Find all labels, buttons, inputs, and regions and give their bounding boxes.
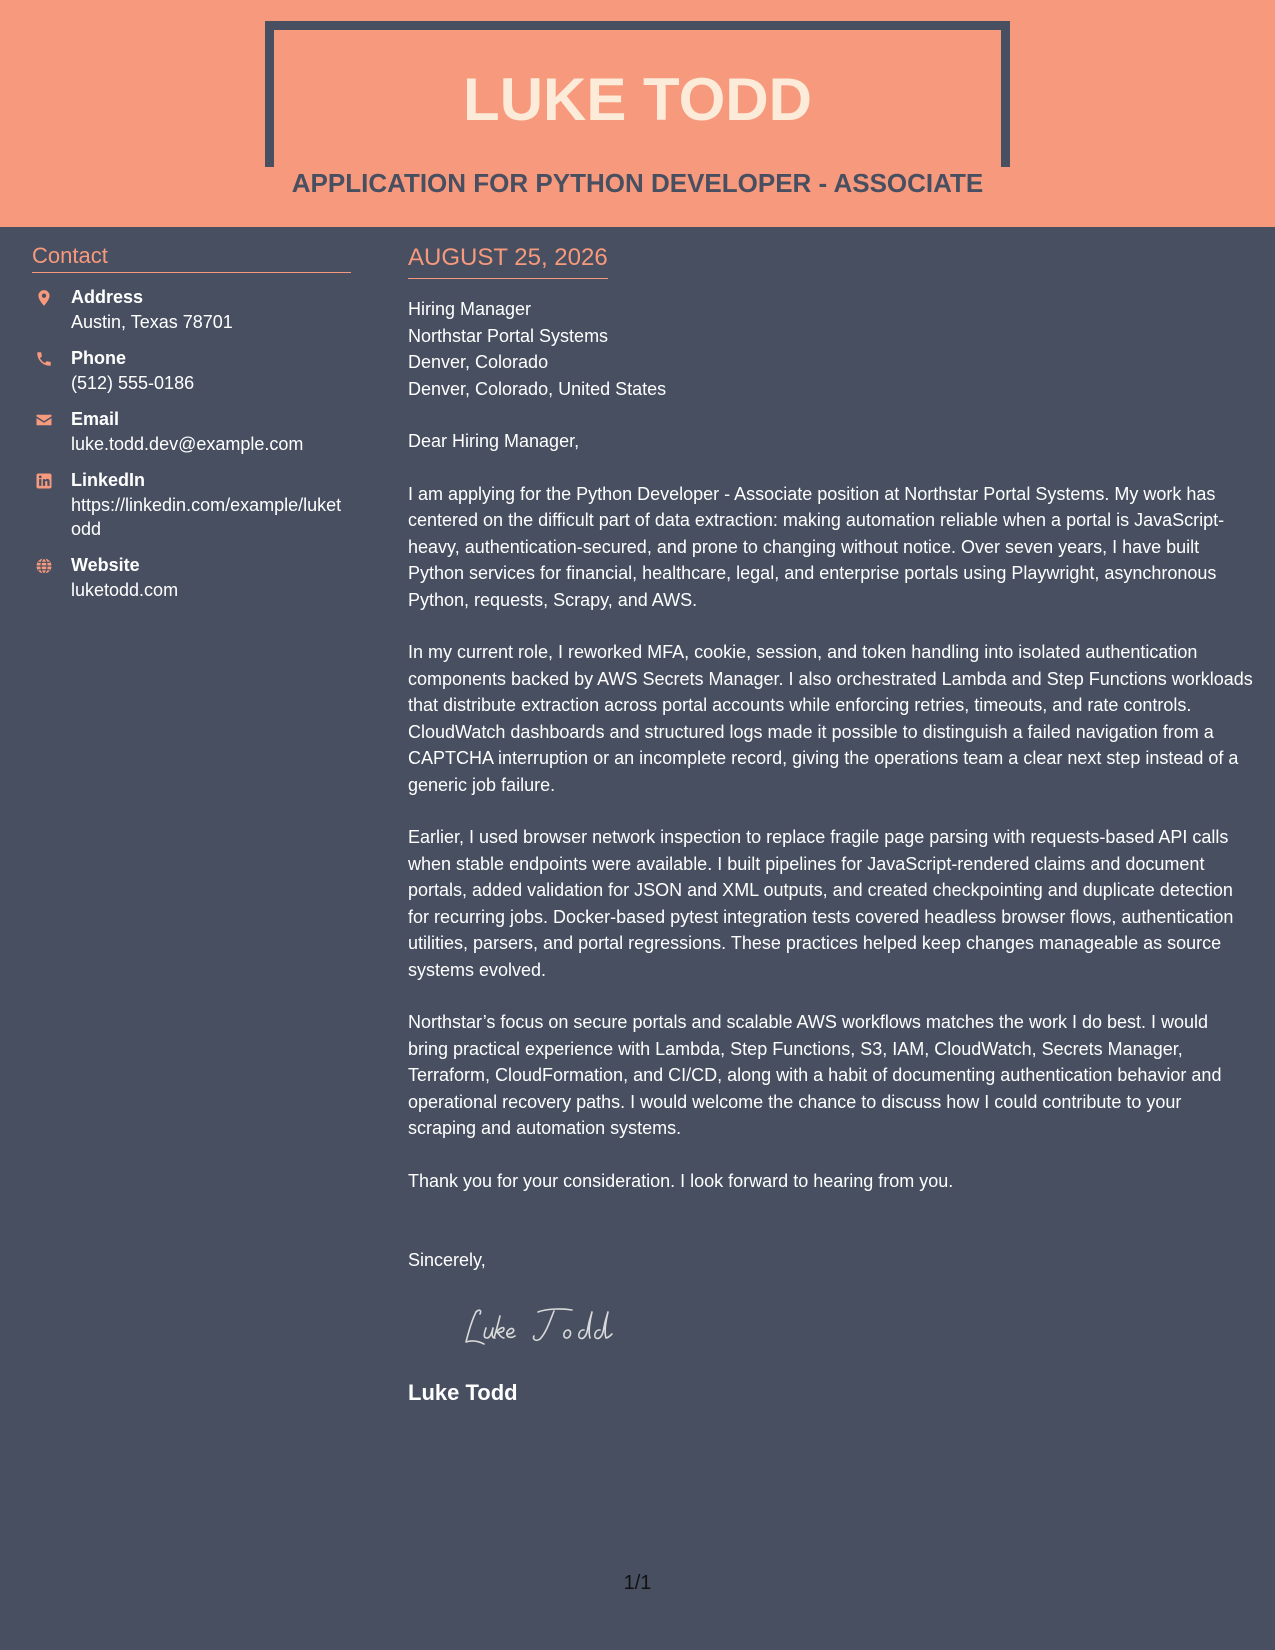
- linkedin-icon: [35, 472, 53, 490]
- signer-name: Luke Todd: [408, 1379, 518, 1405]
- recipient-line: Denver, Colorado: [408, 352, 549, 372]
- salutation: Dear Hiring Manager,: [408, 431, 580, 451]
- signature-image: [456, 1302, 656, 1352]
- email-value[interactable]: luke.todd.dev@example.com: [71, 434, 304, 454]
- phone-value: (512) 555-0186: [71, 373, 195, 393]
- contact-heading: Contact: [32, 241, 351, 273]
- envelope-icon: [35, 411, 53, 429]
- contact-sidebar: [32, 241, 351, 602]
- paragraph: I am applying for the Python Developer - Associate position at Northstar Portal Systems. My work has centered on the difficult part of data extraction: making automation reliable when a portal is JavaScript-heavy, authentication-secured, and prone to changing without notice. Over seven years, I have built Python services for financial, healthcare, legal, and enterprise portals using Playwright, asynchronous Python, requests, Scrapy, and AWS.: [408, 483, 1225, 610]
- email-label: Email: [71, 409, 120, 429]
- phone-icon: [35, 350, 53, 368]
- page-number: 1/1: [623, 1572, 652, 1594]
- address-value: Austin, Texas 78701: [71, 312, 233, 332]
- contact-email: [32, 407, 351, 456]
- contact-website: [32, 553, 351, 602]
- letter-body: [408, 242, 1253, 1408]
- paragraph: Earlier, I used browser network inspection to replace fragile page parsing with requests-based API calls when stable endpoints were available. I built pipelines for JavaScript-rendered claims and document portals, added validation for JSON and XML outputs, and created checkpointing and duplicate detection for recurring jobs. Docker-based pytest integration tests covered headless browser flows, authentication utilities, parsers, and portal regressions. These practices helped keep changes manageable as source systems evolved.: [408, 827, 1234, 980]
- phone-label: Phone: [71, 348, 127, 368]
- contact-phone: [32, 346, 351, 395]
- address-label: Address: [71, 287, 144, 307]
- linkedin-label: LinkedIn: [71, 470, 146, 490]
- header-banner: [0, 0, 1275, 227]
- recipient-block: [408, 296, 1253, 402]
- globe-icon: [35, 557, 53, 575]
- linkedin-value[interactable]: https://linkedin.com/example/luketodd: [71, 495, 342, 539]
- recipient-line: Northstar Portal Systems: [408, 325, 609, 346]
- application-title: APPLICATION FOR PYTHON DEVELOPER - ASSOCIATE: [291, 168, 984, 198]
- paragraph: Northstar’s focus on secure portals and scalable AWS workflows matches the work I do best. I would bring practical experience with Lambda, Step Functions, S3, IAM, CloudWatch, Secrets Manager, Terraform, CloudFormation, and CI/CD, along with a habit of documenting authentication behavior and operational recovery paths. I would welcome the chance to discuss how I could contribute to your scraping and automation systems.: [408, 1012, 1222, 1138]
- paragraph: In my current role, I reworked MFA, cookie, session, and token handling into isolated authentication components backed by AWS Secrets Manager. I also orchestrated Lambda and Step Functions workloads that distribute extraction across portal accounts while enforcing retries, timeouts, and rate controls. CloudWatch dashboards and structured logs made it possible to distinguish a failed navigation from a CAPTCHA interruption or an incomplete record, giving the operations team a clear next step instead of a generic job failure.: [408, 642, 1253, 795]
- letter-date: AUGUST 25, 2026: [408, 242, 608, 279]
- closing: Sincerely,: [408, 1250, 486, 1270]
- website-value[interactable]: luketodd.com: [71, 580, 179, 600]
- contact-linkedin: [32, 468, 351, 541]
- contact-address: [32, 285, 351, 334]
- applicant-name: LUKE TODD: [463, 66, 812, 133]
- paragraph: Thank you for your consideration. I look forward to hearing from you.: [408, 1170, 954, 1191]
- map-pin-icon: [35, 289, 53, 307]
- recipient-line: Denver, Colorado, United States: [408, 378, 667, 399]
- website-label: Website: [71, 555, 140, 575]
- recipient-line: Hiring Manager: [408, 299, 532, 319]
